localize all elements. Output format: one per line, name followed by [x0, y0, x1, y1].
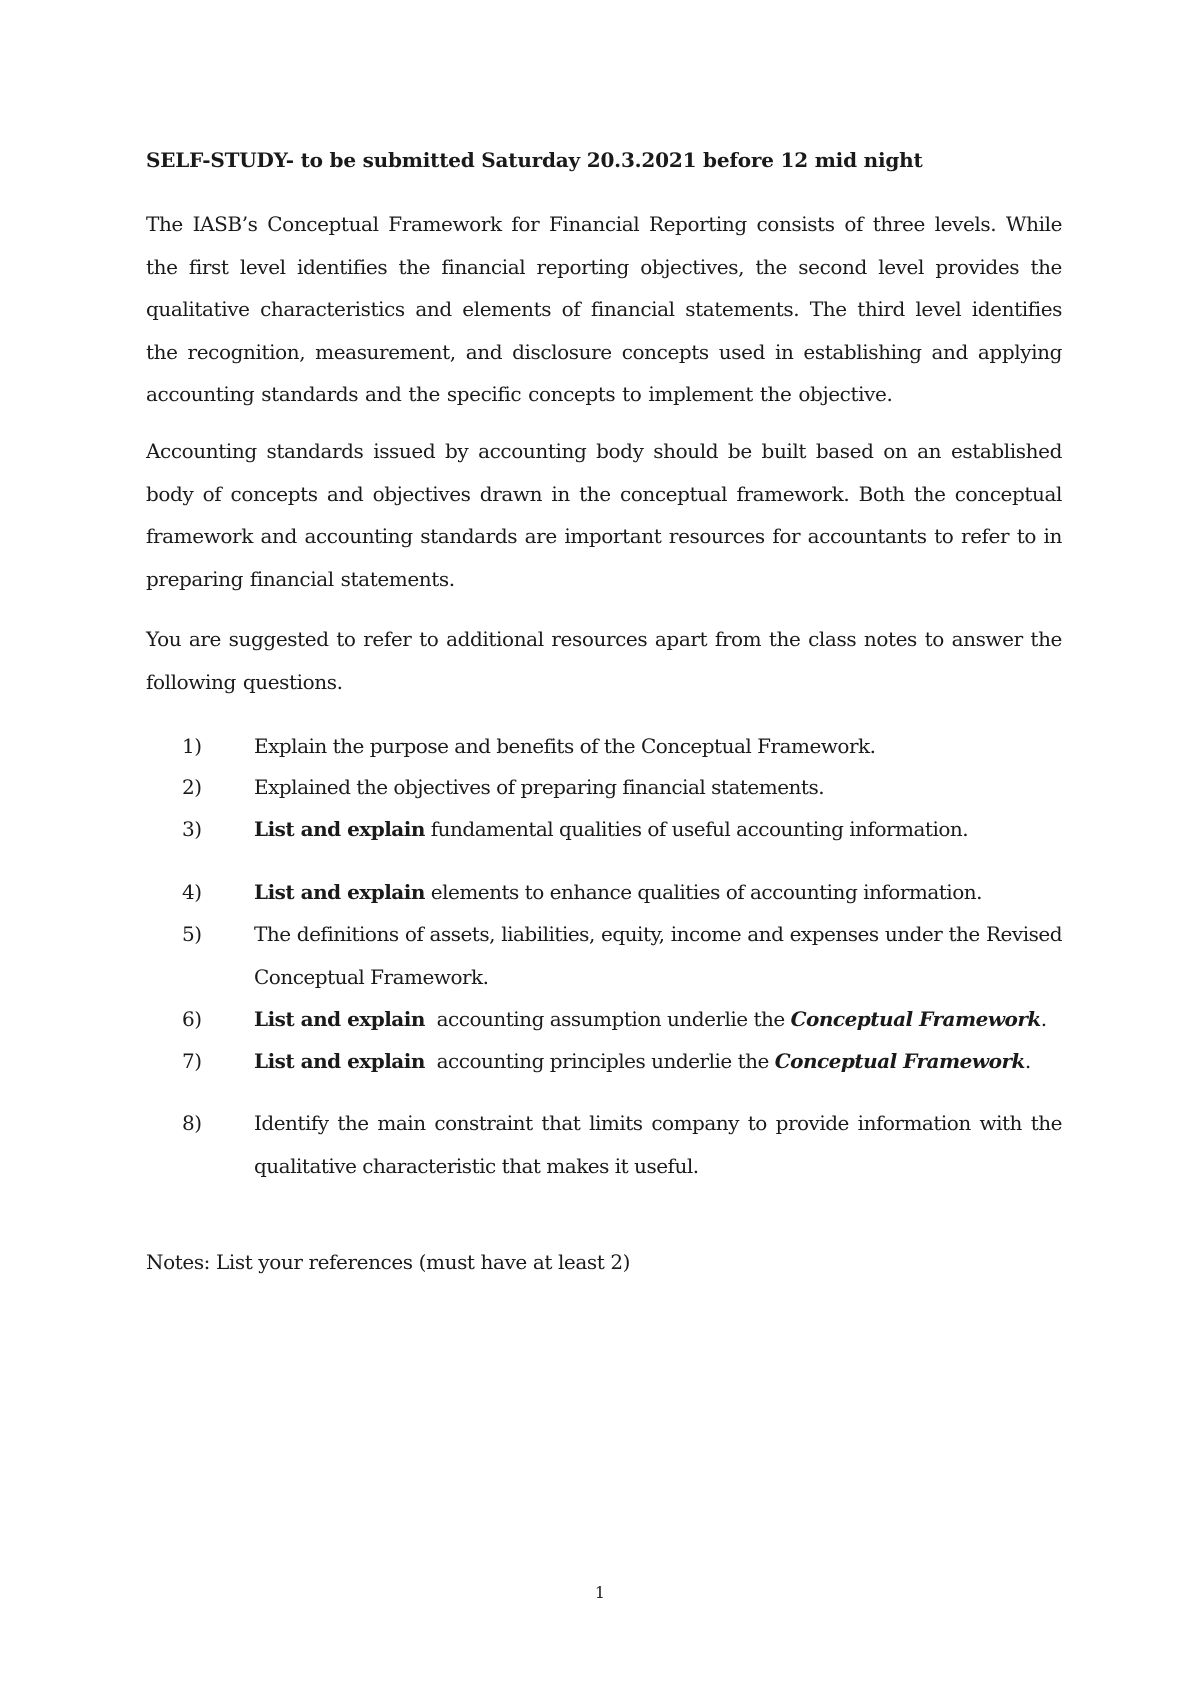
question-text: List and explain accounting assumption underlie the Conceptual Framework.	[254, 1007, 1047, 1031]
references-note: Notes: List your references (must have at least 2)	[146, 1250, 631, 1274]
framework-emphasis: Conceptual Framework	[790, 1007, 1041, 1031]
question-number: 4)	[182, 880, 202, 904]
document-title: SELF-STUDY- to be submitted Saturday 20.3.2021 before 12 mid night	[146, 148, 923, 172]
question-text: Explained the objectives of preparing financial statements.	[254, 775, 825, 799]
question-text: List and explain fundamental qualities of useful accounting information.	[254, 817, 969, 841]
question-number: 3)	[182, 817, 202, 841]
question-emphasis: List and explain	[254, 1049, 425, 1073]
question-text: The definitions of assets, liabilities, equity, income and expenses under the Revised Conceptual Framework.	[254, 922, 1062, 989]
question-number: 6)	[182, 1007, 202, 1031]
question-text: List and explain accounting principles underlie the Conceptual Framework.	[254, 1049, 1031, 1073]
question-number: 5)	[182, 922, 202, 946]
page-number: 1	[594, 1583, 606, 1602]
framework-emphasis: Conceptual Framework	[774, 1049, 1025, 1073]
question-number: 2)	[182, 775, 202, 799]
intro-paragraph: The IASB’s Conceptual Framework for Financial Reporting consists of three levels. While the first level identifies the financial reporting objectives, the second level provides the qualitative characteristics and elements of financial statements. The third level identifies the recognition, measurement, and disclosure concepts used in establishing and applying accounting standards and the specific concepts to implement the objective.	[146, 212, 1062, 406]
instructions-paragraph: You are suggested to refer to additional resources apart from the class notes to answer the following questions.	[146, 627, 1062, 694]
question-text: Explain the purpose and benefits of the Conceptual Framework.	[254, 734, 876, 758]
question-number: 8)	[182, 1111, 202, 1135]
question-emphasis: List and explain	[254, 817, 425, 841]
question-text: List and explain elements to enhance qualities of accounting information.	[254, 880, 982, 904]
question-number: 1)	[182, 734, 202, 758]
question-emphasis: List and explain	[254, 880, 425, 904]
standards-paragraph: Accounting standards issued by accounting body should be built based on an established body of concepts and objectives drawn in the conceptual framework. Both the conceptual framework and accounting standards are important resources for accountants to refer to in preparing financial statements.	[146, 439, 1062, 591]
question-emphasis: List and explain	[254, 1007, 425, 1031]
question-number: 7)	[182, 1049, 202, 1073]
question-text: Identify the main constraint that limits company to provide information with the qualitative characteristic that makes it useful.	[254, 1111, 1062, 1178]
